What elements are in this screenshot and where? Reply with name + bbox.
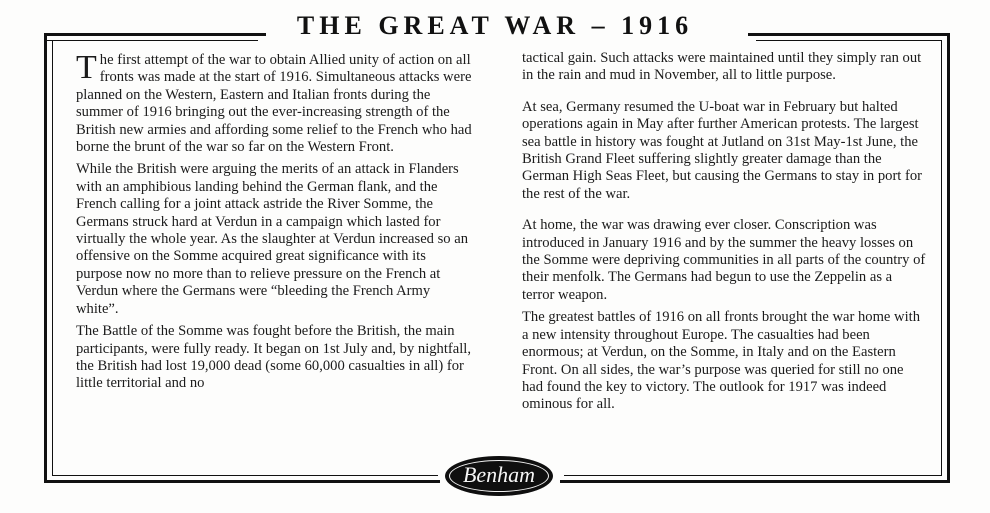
left-column — [76, 49, 474, 398]
frame-right-thick — [947, 33, 950, 483]
left-paragraph-1-text: he first attempt of the war to obtain Allied unity of action on all fronts was made at the start of 1916. Simultaneous attacks were planned on the Western, Eastern and Italian fronts during the summer of 1916 bringing out the ever-increasing strength of the British new armies and affording some relief to the French who had borne the brunt of the war so far on the Western Front. — [76, 52, 472, 156]
left-paragraph-1 — [76, 49, 474, 156]
left-paragraph-3: The Battle of the Somme was fought before the British, the main participants, were fully ready. It began on 1st July and, by nightfall, the British had lost 19,000 dead (some 60,000 casualties in all) for little territorial and no — [76, 323, 472, 392]
right-paragraph-3: At home, the war was drawing ever closer. Conscription was introduced in January 1916 and by the summer the heavy losses on the Somme were depriving communities in all parts of the country of their menfolk. The Germans had begun to use the Zeppelin as a terror weapon. — [522, 217, 926, 303]
right-column — [522, 50, 926, 419]
left-paragraph-2: While the British were arguing the merits of an attack in Flanders with an amphibious landing behind the German flank, and the French calling for a joint attack astride the River Somme, the Germans struck hard at Verdun in a campaign which lasted for virtually the whole year. As the slaughter at Verdun increased so an offensive on the Somme acquired great significance with its purpose now no more than to relieve pressure on the French at Verdun where the Germans were “bleeding the French Army white”. — [76, 161, 469, 317]
frame-left-thin — [52, 40, 53, 476]
frame-right-thin — [941, 40, 942, 476]
benham-logo-text: Benham — [449, 460, 549, 492]
page-title: THE GREAT WAR – 1916 — [296, 11, 694, 40]
frame-bottom-right-thick — [560, 480, 950, 483]
benham-logo — [445, 456, 553, 496]
right-paragraph-2: At sea, Germany resumed the U-boat war in February but halted operations again in May after further American protests. The largest sea battle in history was fought at Jutland on 31st May-1st June, the British Grand Fleet suffering slightly greater damage than the German High Seas Fleet, but causing the Germans to stay in port for the rest of the war. — [522, 98, 923, 202]
frame-bottom-right-thin — [564, 475, 942, 476]
right-paragraph-1: tactical gain. Such attacks were maintained until they simply ran out in the rain and mud in November, all to little purpose. — [522, 50, 922, 84]
right-paragraph-4: The greatest battles of 1916 on all fronts brought the war home with a new intensity throughout Europe. The casualties had been enormous; at Verdun, on the Somme, in Italy and on the Eastern Front. On all sides, the war’s purpose was queried for still no one had found the key to victory. The outlook for 1917 was indeed ominous for all. — [522, 309, 920, 413]
frame-left-thick — [44, 33, 47, 483]
frame-bottom-left-thick — [44, 480, 440, 483]
frame-bottom-left-thin — [52, 475, 438, 476]
drop-cap: T — [76, 49, 97, 86]
